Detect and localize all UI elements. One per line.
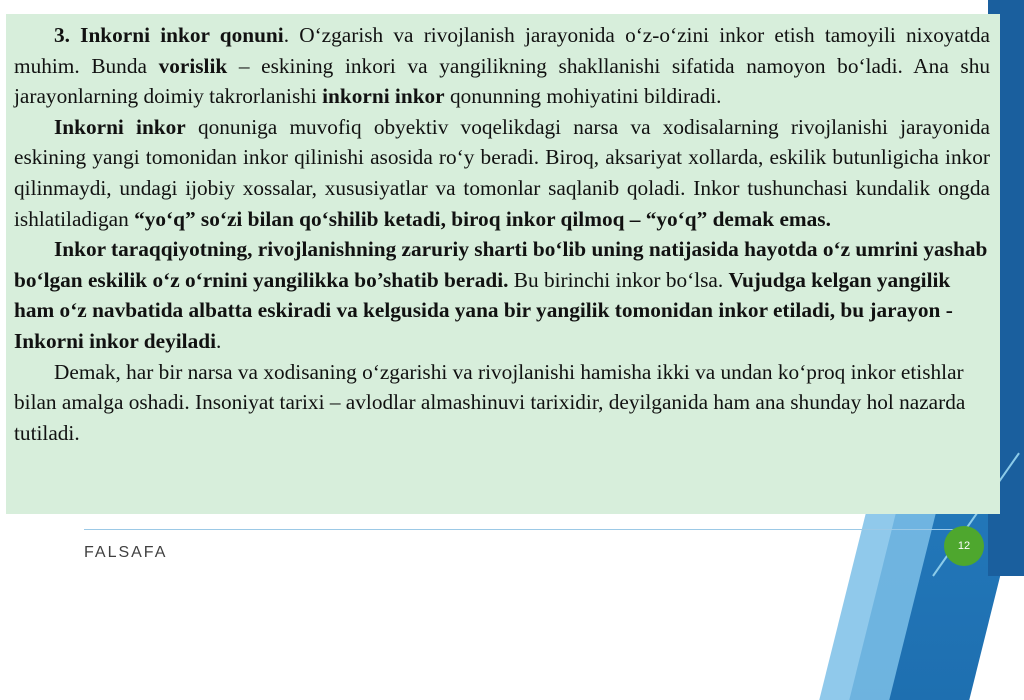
text-run: Inkor taraqqiyotning, rivojlanishning zaruriy sharti bo‘lib uning natijasida hayotda o‘z umrini yashab bo‘lgan eskilik o‘z o‘rnini yangilikka bo’shatib beradi. (14, 237, 988, 292)
text-run: Demak, har bir narsa va xodisaning o‘zgarishi va rivojlanishi hamisha ikki va undan ko‘proq inkor etishlar bilan amalga oshadi. Insoniyat tarixi – avlodlar almashinuvi tarixidir, deyilganida ham ana shunday hol nazarda tutiladi. (14, 359, 966, 445)
paragraph-2 (14, 112, 990, 234)
text-run: vorislik (158, 53, 228, 78)
text-run: – eskining inkori va yangilikning shakllanishi sifatida namoyon bo‘ladi. Ana shu jarayonlarning doimiy takrorlanishi (14, 53, 991, 109)
paragraph-1 (14, 20, 990, 112)
text-run: 3. Inkorni inkor qonuni (54, 23, 284, 47)
text-run: “yo‘q” so‘zi bilan qo‘shilib ketadi, biroq inkor qilmoq – “yo‘q” demak emas. (134, 206, 831, 231)
text-run: Bu birinchi inkor bo‘lsa. (508, 267, 729, 292)
footer-label: FALSAFA (84, 544, 168, 561)
text-run: . (216, 328, 222, 353)
text-run: inkorni inkor (322, 84, 445, 109)
text-run: qonunning mohiyatini bildiradi. (444, 84, 722, 109)
text-run: . O‘zgarish va rivojlanish jarayonida o‘z-o‘zini inkor etish tamoyili nixoyatda muhim. Bunda (14, 23, 990, 78)
slide-text-box (6, 14, 1000, 514)
text-run: qonuniga muvofiq obyektiv voqelikdagi narsa va xodisalarning rivojlanishi jarayonida eskining yangi tomonidan inkor qilinishi asosida ro‘y beradi. Biroq, aksariyat xollarda, eskilik butunligicha inkor qilinmaydi, undagi ijobiy xossalar, xususiyatlar va tomonlar saqlanib qoladi. Inkor tushunchasi kundalik ongda ishlatiladigan (14, 114, 990, 231)
paragraph-3 (14, 234, 990, 356)
text-run: Inkorni inkor (54, 114, 186, 139)
footer-divider (84, 529, 954, 530)
text-run: Vujudga kelgan yangilik ham o‘z navbatida albatta eskiradi va kelgusida yana bir yangilik tomonidan inkor etiladi, bu jarayon - Inkorni inkor deyiladi (14, 267, 953, 353)
paragraph-4 (14, 357, 990, 449)
page-number-badge: 12 (944, 526, 984, 566)
